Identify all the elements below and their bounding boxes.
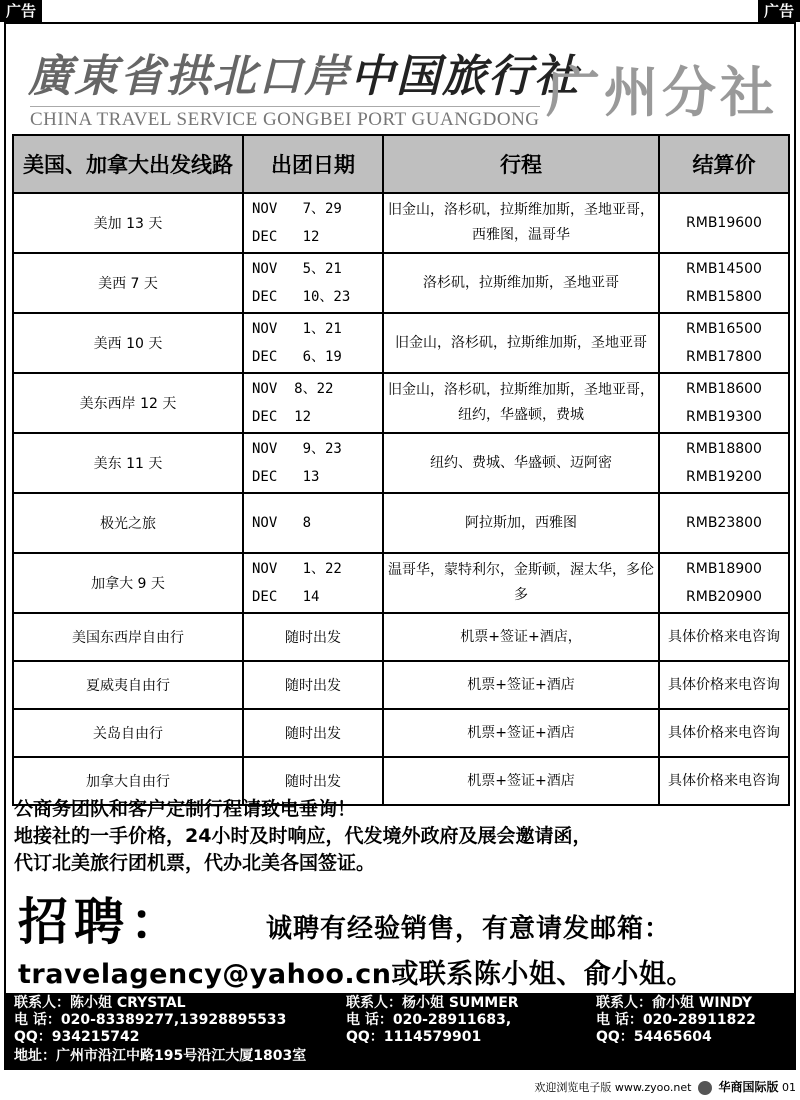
itinerary: 温哥华，蒙特利尔，金斯顿，渥太华，多伦多 [383, 553, 659, 613]
itinerary: 洛杉矶，拉斯维加斯，圣地亚哥 [383, 253, 659, 313]
header-date: 出团日期 [243, 135, 383, 193]
price-line: RMB15800 [686, 289, 762, 305]
table-row [13, 433, 789, 493]
table-row [13, 193, 789, 253]
recruit-title: 招聘： [18, 893, 186, 951]
route-name: 美西 7 天 [13, 253, 243, 313]
date-line: NOV 7、29 [252, 201, 342, 217]
contact-qq: QQ：1114579901 [346, 1029, 482, 1045]
price-line: RMB19600 [686, 215, 762, 231]
price [659, 553, 789, 613]
date-line: DEC 12 [252, 409, 312, 425]
departure-dates [243, 373, 383, 433]
route-name: 美国东西岸自由行 [13, 613, 243, 661]
price: 具体价格来电咨询 [659, 613, 789, 661]
contact-name: 联系人：俞小姐 WINDY [596, 995, 752, 1011]
price-line: RMB20900 [686, 589, 762, 605]
price [659, 193, 789, 253]
date-line: NOV 9、23 [252, 441, 342, 457]
contact-qq: QQ：54465604 [596, 1029, 712, 1045]
departure-dates [243, 313, 383, 373]
departure-dates [243, 493, 383, 553]
price [659, 373, 789, 433]
table-row [13, 709, 789, 757]
table-header-row [13, 135, 789, 193]
price: 具体价格来电咨询 [659, 757, 789, 805]
ad-label-left: 广告 [0, 0, 42, 22]
header [8, 30, 792, 130]
routes-table [12, 134, 790, 806]
contact-1 [14, 995, 286, 1046]
recruit-email[interactable]: travelagency@yahoo.cn或联系陈小姐、俞小姐。 [18, 959, 694, 990]
table-row [13, 493, 789, 553]
date-line: NOV 5、21 [252, 261, 342, 277]
contact-2 [346, 995, 519, 1046]
contacts-bar [6, 993, 794, 1068]
address: 地址：广州市沿江中路195号沿江大厦1803室 [14, 1048, 307, 1064]
price-line: RMB18800 [686, 441, 762, 457]
contact-phone[interactable]: 电 话：020-83389277,13928895533 [14, 1012, 287, 1028]
departure-dates: 随时出发 [243, 661, 383, 709]
price-line: RMB19300 [686, 409, 762, 425]
itinerary: 阿拉斯加，西雅图 [383, 493, 659, 553]
price-line: RMB16500 [686, 321, 762, 337]
itinerary: 旧金山，洛杉矶，拉斯维加斯，圣地亚哥，纽约，华盛顿，费城 [383, 373, 659, 433]
ad-label-right: 广告 [758, 0, 800, 22]
table-row [13, 313, 789, 373]
branch-name: 广州分社 [546, 61, 778, 124]
departure-dates: 随时出发 [243, 757, 383, 805]
date-line: DEC 6、19 [252, 349, 342, 365]
route-name: 夏威夷自由行 [13, 661, 243, 709]
date-line: DEC 10、23 [252, 289, 351, 305]
price [659, 313, 789, 373]
contact-name: 联系人：杨小姐 SUMMER [346, 995, 519, 1011]
price [659, 493, 789, 553]
departure-dates [243, 433, 383, 493]
date-line: NOV 1、21 [252, 321, 342, 337]
header-itinerary: 行程 [383, 135, 659, 193]
publisher-logo-icon [698, 1081, 712, 1095]
price: 具体价格来电咨询 [659, 709, 789, 757]
date-line: NOV 8 [252, 515, 312, 531]
contact-name: 联系人：陈小姐 CRYSTAL [14, 995, 186, 1011]
route-name: 美西 10 天 [13, 313, 243, 373]
departure-dates [243, 253, 383, 313]
logo-chinese: 廣東省拱北口岸中国旅行社 [28, 51, 580, 102]
route-name: 加拿大自由行 [13, 757, 243, 805]
price-line: RMB17800 [686, 349, 762, 365]
price [659, 433, 789, 493]
date-line: DEC 14 [252, 589, 320, 605]
header-route: 美国、加拿大出发线路 [13, 135, 243, 193]
route-name: 极光之旅 [13, 493, 243, 553]
route-name: 加拿大 9 天 [13, 553, 243, 613]
contact-phone[interactable]: 电 话：020-28911683, [346, 1012, 512, 1028]
route-name: 美东西岸 12 天 [13, 373, 243, 433]
recruit-text: 诚聘有经验销售，有意请发邮箱： [266, 914, 672, 944]
itinerary: 机票+签证+酒店 [383, 709, 659, 757]
price-line: RMB19200 [686, 469, 762, 485]
itinerary: 纽约、费城、华盛顿、迈阿密 [383, 433, 659, 493]
recruit-section [18, 882, 798, 952]
price [659, 253, 789, 313]
itinerary: 机票+签证+酒店 [383, 661, 659, 709]
contact-phone[interactable]: 电 话：020-28911822 [596, 1012, 756, 1028]
note-line: 代订北美旅行团机票，代办北美各国签证。 [14, 852, 376, 874]
price-line: RMB14500 [686, 261, 762, 277]
price: 具体价格来电咨询 [659, 661, 789, 709]
price-line: RMB18900 [686, 561, 762, 577]
departure-dates [243, 193, 383, 253]
route-name: 关岛自由行 [13, 709, 243, 757]
itinerary: 旧金山，洛杉矶，拉斯维加斯，圣地亚哥，西雅图，温哥华 [383, 193, 659, 253]
departure-dates [243, 553, 383, 613]
price-line: RMB18600 [686, 381, 762, 397]
contact-qq: QQ：934215742 [14, 1029, 140, 1045]
footer-brand: 华商国际版 [718, 1080, 779, 1094]
route-name: 美东 11 天 [13, 433, 243, 493]
table-row [13, 253, 789, 313]
date-line: DEC 12 [252, 229, 320, 245]
header-price: 结算价 [659, 135, 789, 193]
page-footer [480, 1078, 796, 1095]
departure-dates: 随时出发 [243, 709, 383, 757]
logo-english: CHINA TRAVEL SERVICE GONGBEI PORT GUANGDONG [30, 106, 540, 131]
notes [14, 796, 794, 877]
date-line: DEC 13 [252, 469, 320, 485]
date-line: NOV 8、22 [252, 381, 334, 397]
itinerary: 旧金山，洛杉矶，拉斯维加斯，圣地亚哥 [383, 313, 659, 373]
itinerary: 机票+签证+酒店 [383, 757, 659, 805]
date-line: NOV 1、22 [252, 561, 342, 577]
note-line: 公商务团队和客户定制行程请致电垂询！ [14, 798, 357, 820]
table-row [13, 661, 789, 709]
table-row [13, 613, 789, 661]
route-name: 美加 13 天 [13, 193, 243, 253]
table-row [13, 373, 789, 433]
table-row [13, 553, 789, 613]
contact-3 [596, 995, 756, 1046]
footer-site[interactable]: 欢迎浏览电子版 www.zyoo.net [534, 1081, 692, 1094]
departure-dates: 随时出发 [243, 613, 383, 661]
page-number: 01 [782, 1081, 796, 1094]
note-line: 地接社的一手价格，24小时及时响应，代发境外政府及展会邀请函， [14, 825, 592, 847]
price-line: RMB23800 [686, 515, 762, 531]
itinerary: 机票+签证+酒店， [383, 613, 659, 661]
